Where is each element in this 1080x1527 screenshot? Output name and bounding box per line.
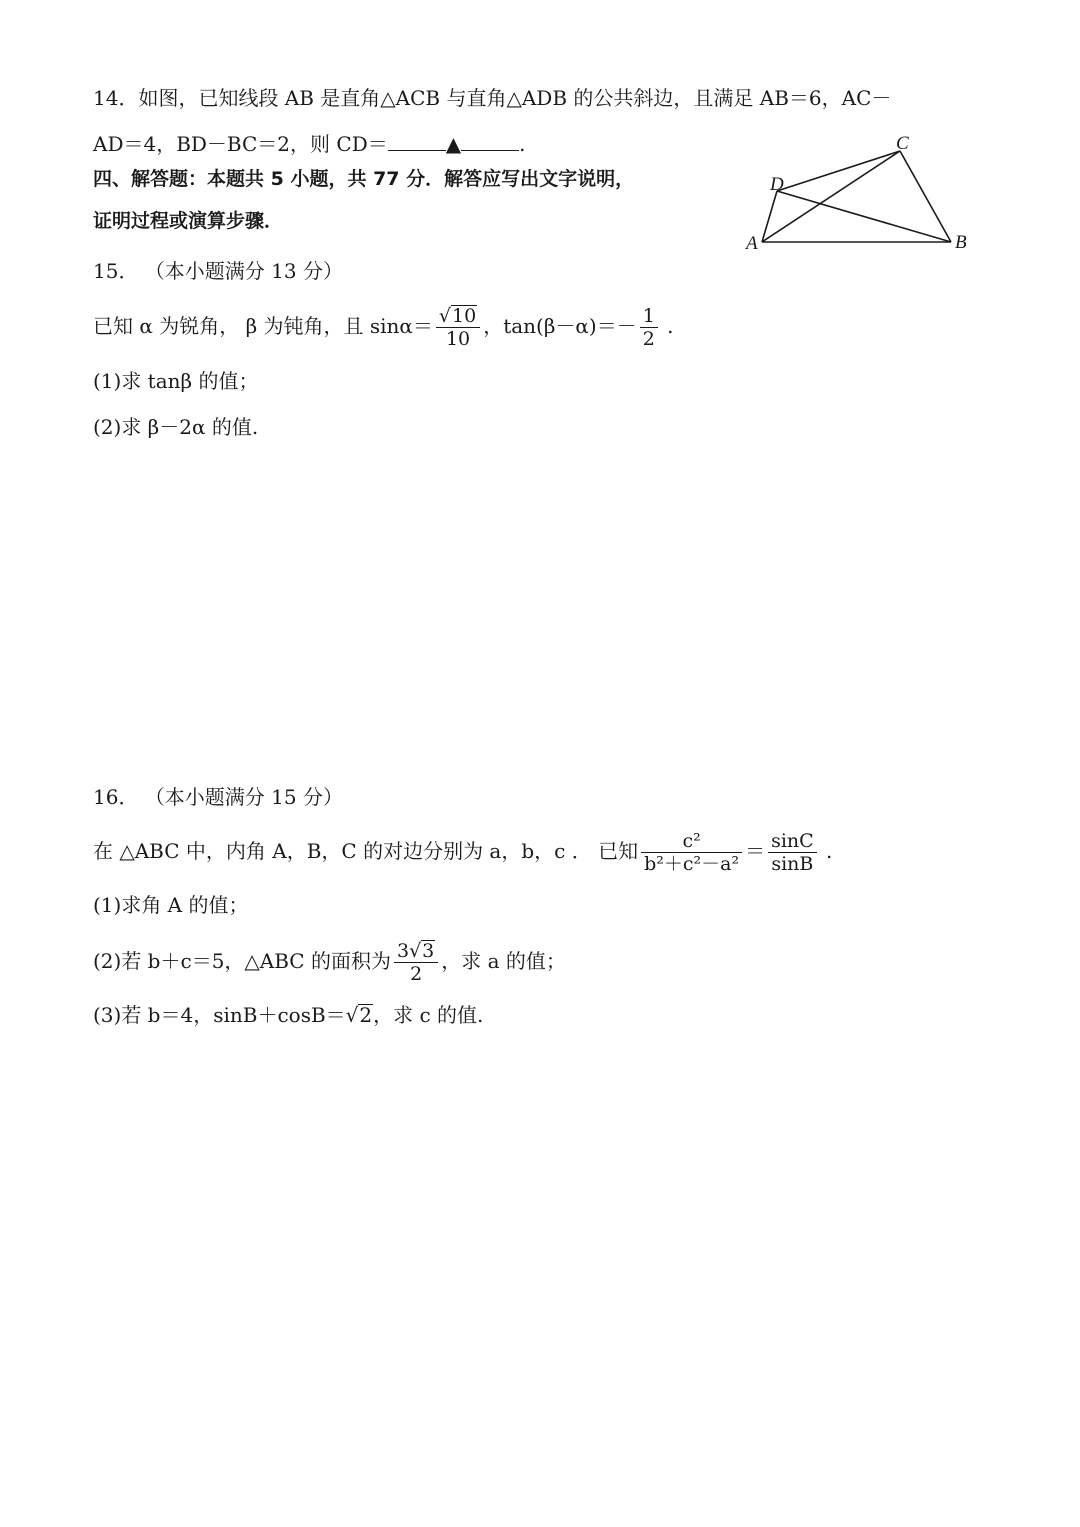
q15-part2: (2)求 β－2α 的值. [93, 415, 259, 439]
sqrt-symbol: √3 [409, 940, 435, 962]
q14-line2 [93, 129, 525, 159]
segment-dc [777, 151, 900, 191]
q15-header: 15． （本小题满分 13 分） [93, 259, 343, 283]
q14-line2-end: . [519, 132, 526, 156]
section-four-heading: 四、解答题：本题共 5 小题，共 77 分．解答应写出文字说明， [93, 168, 635, 190]
q15-given: 已知 α 为锐角， β 为钝角，且 sinα＝ $\frac{√10}{10}$ ，tan(β－α)＝－ $\frac{1}{2}$ . [93, 305, 674, 350]
answer-blank-right [461, 132, 519, 151]
c-squared-fraction: $\frac{\text{c²}}{\text{b²＋c²－a²}}$ [641, 830, 742, 875]
q15-given-text: 已知 α 为锐角， β 为钝角，且 sinα＝ [93, 314, 433, 338]
answer-blank-left [388, 132, 446, 151]
triangle-marker: ▲ [445, 132, 462, 156]
q16-given: 在 △ABC 中，内角 A，B，C 的对边分别为 a，b，c ． 已知 $\frac{\text{c²}}{\text{b²＋c²－a²}}$ ＝ $\frac{\sin C}{\sin B}$ . [93, 830, 833, 875]
section-four-heading-cont: 证明过程或演算步骤． [93, 210, 284, 232]
q15-part1: (1)求 tanβ 的值； [93, 369, 259, 393]
q14-line2-text: AD＝4，BD－BC＝2，则 CD＝ [93, 132, 388, 156]
q16-part1: (1)求角 A 的值； [93, 893, 249, 917]
label-c: C [896, 133, 909, 154]
label-d: D [770, 174, 784, 195]
segment-cb [900, 151, 951, 242]
tan-fraction: $\frac{1}{2}$ [640, 305, 658, 350]
sin-alpha-fraction: $\frac{√10}{10}$ [436, 305, 480, 350]
q16-part2: (2)若 b＋c＝5，△ABC 的面积为 $\frac{3√3}{2}$ ，求 a 的值； [93, 940, 566, 985]
sqrt-symbol: √2 [345, 1003, 373, 1027]
sqrt-symbol: √10 [438, 305, 477, 327]
q16-header: 16． （本小题满分 15 分） [93, 785, 343, 809]
q16-part3: (3)若 b＝4，sinB＋cosB＝√2，求 c 的值. [93, 1000, 483, 1030]
q16-given-text: 在 △ABC 中，内角 A，B，C 的对边分别为 a，b，c ． 已知 [93, 839, 639, 863]
label-a: A [746, 233, 758, 254]
segment-ac [762, 151, 900, 242]
triangle-figure [740, 130, 980, 260]
label-b: B [955, 232, 967, 253]
tan-text: ，tan(β－α)＝－ [483, 314, 637, 338]
segment-db [777, 191, 951, 242]
q14-line1: 14．如图，已知线段 AB 是直角△ACB 与直角△ADB 的公共斜边，且满足 AB＝6，AC－ [93, 86, 892, 110]
sin-ratio-fraction: $\frac{\sin C}{\sin B}$ [768, 830, 817, 875]
area-fraction: $\frac{3√3}{2}$ [394, 940, 438, 985]
